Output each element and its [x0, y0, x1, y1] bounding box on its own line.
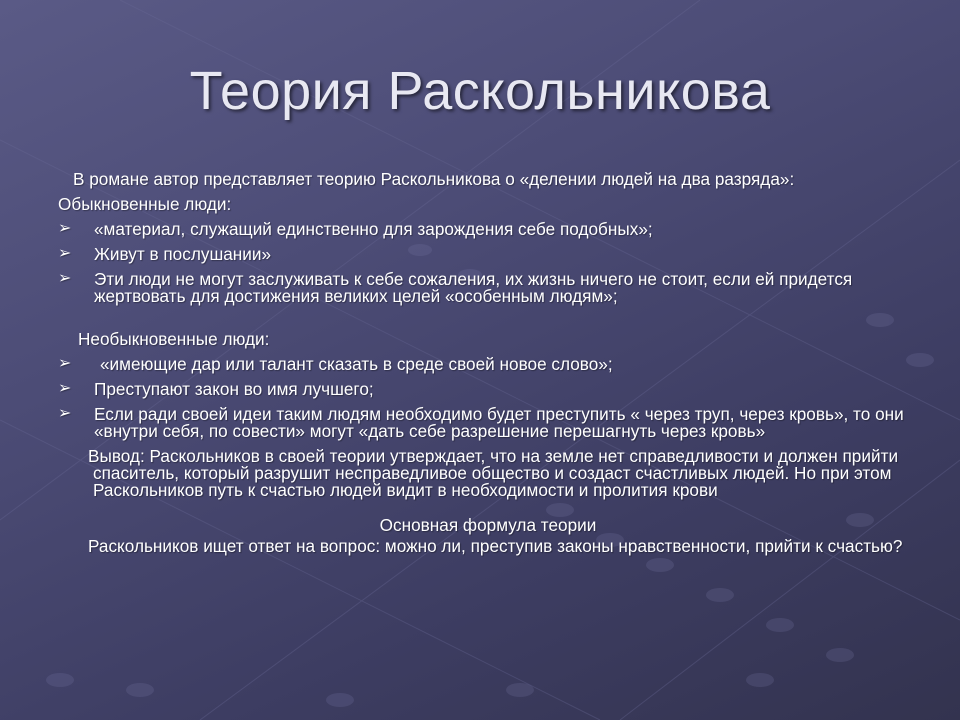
slide-body [58, 171, 918, 555]
slide-title: Теория Раскольникова [189, 61, 771, 121]
ordinary-heading: Обыкновенные люди: [58, 194, 232, 214]
formula-text: Раскольников ищет ответ на вопрос: можно ли, преступив законы нравственности, прийти к счастью? [88, 536, 903, 556]
intro-text: В романе автор представляет теорию Раскольникова о «делении людей на два разряда»: [73, 169, 795, 189]
list-item [58, 221, 918, 238]
checkmark-arrowhead-icon: ➢ [58, 355, 72, 372]
list-item-text: «материал, служащий единственно для зарождения себе подобных»; [94, 219, 653, 239]
checkmark-arrowhead-icon: ➢ [58, 405, 72, 422]
checkmark-arrowhead-icon: ➢ [58, 380, 72, 397]
list-item [58, 356, 918, 373]
list-item-text: Эти люди не могут заслуживать к себе сожаления, их жизнь ничего не стоит, если ей придется жертвовать для достижения великих целей «особенным людям»; [94, 269, 853, 306]
list-item [58, 271, 918, 305]
list-item [58, 381, 918, 398]
list-item-text: Преступают закон во имя лучшего; [94, 379, 374, 399]
list-item [58, 406, 918, 440]
list-item [58, 246, 918, 263]
checkmark-arrowhead-icon: ➢ [58, 270, 72, 287]
list-item-text: «имеющие дар или талант сказать в среде своей новое слово»; [100, 354, 613, 374]
formula-heading: Основная формула теории [379, 515, 597, 535]
list-item-text: Если ради своей идеи таким людям необходимо будет преступить « через труп, через кровь», то они «внутри себя, по совести» могут «дать себе разрешение перешагнуть через кровь» [94, 404, 904, 441]
checkmark-arrowhead-icon: ➢ [58, 245, 72, 262]
list-item-text: Живут в послушании» [94, 244, 272, 264]
checkmark-arrowhead-icon: ➢ [58, 220, 72, 237]
extraordinary-heading: Необыкновенные люди: [78, 329, 270, 349]
conclusion-text: Вывод: Раскольников в своей теории утверждает, что на земле нет справедливости и должен прийти спаситель, который разрушит несправедливое общество и создаст счастливых людей. Но при этом Раскольников путь к счастью людей видит в необходимости и пролития крови [88, 446, 899, 500]
